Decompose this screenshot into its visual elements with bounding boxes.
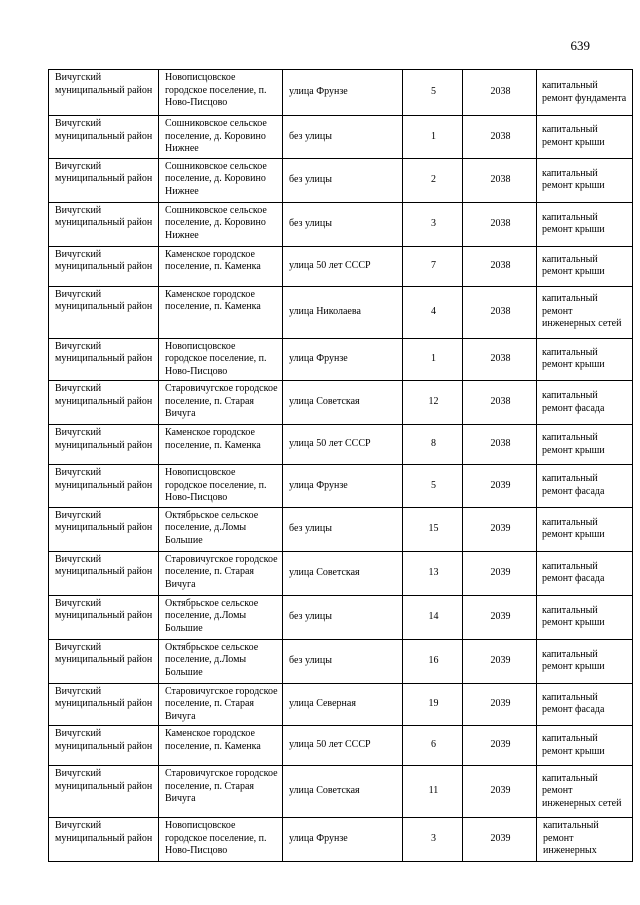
works-type-cell: капитальный ремонт фасада [537, 381, 633, 425]
house-number-cell: 11 [403, 766, 463, 818]
year-cell: 2039 [463, 639, 537, 683]
district-cell: Вичугский муниципальный район [49, 726, 159, 766]
district-cell: Вичугский муниципальный район [49, 116, 159, 159]
table-row [49, 551, 633, 595]
street-cell: без улицы [283, 202, 403, 246]
settlement-cell: Старовичугское городское поселение, п. Старая Вичуга [159, 766, 283, 818]
district-cell: Вичугский муниципальный район [49, 766, 159, 818]
works-type-cell: капитальный ремонт крыши [537, 726, 633, 766]
works-type-cell: капитальный ремонт инженерных сетей [537, 286, 633, 338]
year-cell: 2038 [463, 116, 537, 159]
table-row [49, 338, 633, 381]
year-cell: 2038 [463, 338, 537, 381]
works-type-cell: капитальный ремонт крыши [537, 202, 633, 246]
year-cell: 2039 [463, 766, 537, 818]
works-type-cell: капитальный ремонт фасада [537, 551, 633, 595]
table-row [49, 726, 633, 766]
settlement-cell: Каменское городское поселение, п. Каменка [159, 286, 283, 338]
year-cell: 2038 [463, 158, 537, 202]
year-cell: 2038 [463, 286, 537, 338]
works-type-cell: капитальный ремонт фундамента [537, 70, 633, 116]
street-cell: улица Советская [283, 766, 403, 818]
year-cell: 2039 [463, 818, 537, 862]
table-row [49, 286, 633, 338]
district-cell: Вичугский муниципальный район [49, 286, 159, 338]
settlement-cell: Октябрьское сельское поселение, д.Ломы Большие [159, 507, 283, 551]
settlement-cell: Каменское городское поселение, п. Каменка [159, 425, 283, 465]
works-type-cell: капитальный ремонт крыши [537, 158, 633, 202]
table-row [49, 158, 633, 202]
repair-schedule-table [48, 69, 633, 862]
table-body [49, 70, 633, 862]
works-type-cell: капитальный ремонт инженерных [537, 818, 633, 862]
table-row [49, 202, 633, 246]
house-number-cell: 7 [403, 246, 463, 286]
table-row [49, 595, 633, 639]
table-row [49, 381, 633, 425]
street-cell: улица 50 лет СССР [283, 726, 403, 766]
district-cell: Вичугский муниципальный район [49, 551, 159, 595]
year-cell: 2038 [463, 246, 537, 286]
year-cell: 2039 [463, 683, 537, 726]
house-number-cell: 19 [403, 683, 463, 726]
district-cell: Вичугский муниципальный район [49, 338, 159, 381]
street-cell: без улицы [283, 507, 403, 551]
street-cell: без улицы [283, 639, 403, 683]
year-cell: 2038 [463, 70, 537, 116]
table-row [49, 70, 633, 116]
house-number-cell: 3 [403, 818, 463, 862]
settlement-cell: Старовичугское городское поселение, п. Старая Вичуга [159, 683, 283, 726]
settlement-cell: Новописцовское городское поселение, п. Ново-Писцово [159, 818, 283, 862]
table-row [49, 425, 633, 465]
settlement-cell: Старовичугское городское поселение, п. Старая Вичуга [159, 381, 283, 425]
street-cell: без улицы [283, 158, 403, 202]
street-cell: улица Николаева [283, 286, 403, 338]
year-cell: 2038 [463, 202, 537, 246]
district-cell: Вичугский муниципальный район [49, 246, 159, 286]
works-type-cell: капитальный ремонт фасада [537, 465, 633, 508]
settlement-cell: Каменское городское поселение, п. Каменка [159, 246, 283, 286]
street-cell: улица 50 лет СССР [283, 425, 403, 465]
works-type-cell: капитальный ремонт крыши [537, 507, 633, 551]
settlement-cell: Новописцовское городское поселение, п. Ново-Писцово [159, 338, 283, 381]
house-number-cell: 8 [403, 425, 463, 465]
table-row [49, 246, 633, 286]
year-cell: 2039 [463, 551, 537, 595]
table-row [49, 818, 633, 862]
works-type-cell: капитальный ремонт крыши [537, 116, 633, 159]
year-cell: 2038 [463, 381, 537, 425]
district-cell: Вичугский муниципальный район [49, 70, 159, 116]
district-cell: Вичугский муниципальный район [49, 465, 159, 508]
works-type-cell: капитальный ремонт крыши [537, 425, 633, 465]
house-number-cell: 14 [403, 595, 463, 639]
street-cell: без улицы [283, 595, 403, 639]
table-row [49, 116, 633, 159]
street-cell: улица Северная [283, 683, 403, 726]
district-cell: Вичугский муниципальный район [49, 683, 159, 726]
works-type-cell: капитальный ремонт крыши [537, 338, 633, 381]
table-row [49, 766, 633, 818]
settlement-cell: Каменское городское поселение, п. Каменка [159, 726, 283, 766]
street-cell: улица Фрунзе [283, 818, 403, 862]
settlement-cell: Октябрьское сельское поселение, д.Ломы Большие [159, 639, 283, 683]
works-type-cell: капитальный ремонт крыши [537, 595, 633, 639]
district-cell: Вичугский муниципальный район [49, 381, 159, 425]
table-row [49, 507, 633, 551]
district-cell: Вичугский муниципальный район [49, 202, 159, 246]
house-number-cell: 6 [403, 726, 463, 766]
table-row [49, 683, 633, 726]
settlement-cell: Новописцовское городское поселение, п. Ново-Писцово [159, 70, 283, 116]
year-cell: 2038 [463, 425, 537, 465]
house-number-cell: 5 [403, 465, 463, 508]
works-type-cell: капитальный ремонт фасада [537, 683, 633, 726]
street-cell: улица Советская [283, 381, 403, 425]
house-number-cell: 1 [403, 338, 463, 381]
house-number-cell: 5 [403, 70, 463, 116]
street-cell: улица 50 лет СССР [283, 246, 403, 286]
district-cell: Вичугский муниципальный район [49, 425, 159, 465]
street-cell: без улицы [283, 116, 403, 159]
settlement-cell: Старовичугское городское поселение, п. Старая Вичуга [159, 551, 283, 595]
house-number-cell: 2 [403, 158, 463, 202]
year-cell: 2039 [463, 595, 537, 639]
house-number-cell: 1 [403, 116, 463, 159]
table-row [49, 639, 633, 683]
district-cell: Вичугский муниципальный район [49, 639, 159, 683]
table-row [49, 465, 633, 508]
works-type-cell: капитальный ремонт крыши [537, 639, 633, 683]
settlement-cell: Сошниковское сельское поселение, д. Коровино Нижнее [159, 116, 283, 159]
works-type-cell: капитальный ремонт крыши [537, 246, 633, 286]
district-cell: Вичугский муниципальный район [49, 507, 159, 551]
works-type-cell: капитальный ремонт инженерных сетей [537, 766, 633, 818]
house-number-cell: 4 [403, 286, 463, 338]
district-cell: Вичугский муниципальный район [49, 818, 159, 862]
year-cell: 2039 [463, 507, 537, 551]
house-number-cell: 16 [403, 639, 463, 683]
street-cell: улица Фрунзе [283, 465, 403, 508]
house-number-cell: 12 [403, 381, 463, 425]
year-cell: 2039 [463, 726, 537, 766]
page-number: 639 [570, 38, 590, 53]
district-cell: Вичугский муниципальный район [49, 158, 159, 202]
house-number-cell: 13 [403, 551, 463, 595]
settlement-cell: Сошниковское сельское поселение, д. Коровино Нижнее [159, 158, 283, 202]
street-cell: улица Фрунзе [283, 338, 403, 381]
settlement-cell: Сошниковское сельское поселение, д. Коровино Нижнее [159, 202, 283, 246]
settlement-cell: Новописцовское городское поселение, п. Ново-Писцово [159, 465, 283, 508]
district-cell: Вичугский муниципальный район [49, 595, 159, 639]
settlement-cell: Октябрьское сельское поселение, д.Ломы Большие [159, 595, 283, 639]
street-cell: улица Фрунзе [283, 70, 403, 116]
house-number-cell: 15 [403, 507, 463, 551]
street-cell: улица Советская [283, 551, 403, 595]
year-cell: 2039 [463, 465, 537, 508]
house-number-cell: 3 [403, 202, 463, 246]
